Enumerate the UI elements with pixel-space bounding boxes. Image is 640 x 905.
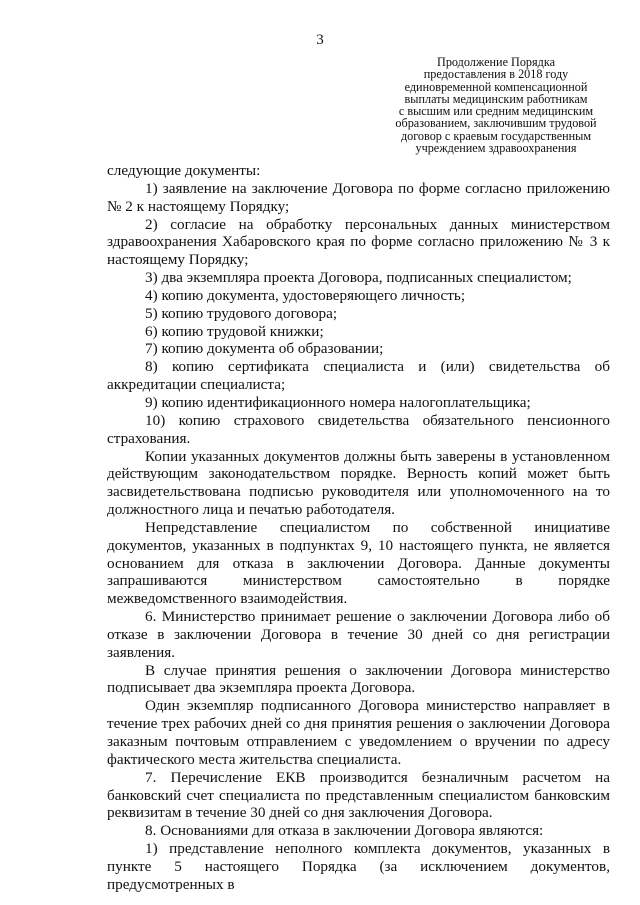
clause-8-paragraph: 8. Основаниями для отказа в заключении Договора являются: [145, 822, 544, 840]
list-item-certificate: 8) копию сертификата специалиста и (или) свидетельства об аккредитации специалиста; [107, 358, 610, 394]
list-item-consent: 2) согласие на обработку персональных данных министерством здравоохранения Хабаровского края по форме согласно приложению № 3 к настоящему Порядку; [107, 215, 610, 269]
list-item-identity-document: 4) копию документа, удостоверяющего личность; [145, 286, 466, 304]
list-item-pension-insurance: 10) копию страхового свидетельства обязательного пенсионного страхования. [107, 411, 610, 447]
header-note-line: Продолжение Порядка [437, 55, 555, 69]
header-note-line: выплаты медицинским работникам [404, 91, 588, 106]
list-item-work-book: 6) копию трудовой книжки; [145, 322, 324, 340]
clause-7-paragraph: 7. Перечисление ЕКВ производится безналичным расчетом на банковский счет специалиста по представленным специалистом банковским реквизитам в течение 30 дней со дня заключения Договора. [107, 768, 610, 822]
body-paragraph: В случае принятия решения о заключении Договора министерство подписывает два экземпляра проекта Договора. [107, 661, 610, 697]
document-header-note [385, 56, 607, 154]
list-item-application: 1) заявление на заключение Договора по форме согласно приложению № 2 к настоящему Порядку; [107, 179, 610, 215]
body-paragraph: Непредставление специалистом по собственной инициативе документов, указанных в подпунктах 9, 10 настоящего пункта, не является основанием для отказа в заключении Договора. Данные документы запрашиваются министерством самостоятельно в порядке межведомственного взаимодействия. [107, 518, 610, 608]
header-note-line: предоставления в 2018 году [423, 67, 569, 82]
header-note-line: единовременной компенсационной [404, 79, 588, 94]
document-body [107, 162, 610, 894]
list-item-employment-contract: 5) копию трудового договора; [145, 304, 338, 322]
body-paragraph: Копии указанных документов должны быть заверены в установленном действующим законодательством порядке. Верность копий может быть засвидетельствована подписью руководителя или уполномоченного на то должностного лица и печатью работодателя. [107, 447, 610, 519]
list-item-education-document: 7) копию документа об образовании; [145, 340, 384, 358]
list-item-incomplete-documents: 1) представление неполного комплекта документов, указанных в пункте 5 настоящего Порядка (за исключением документов, предусмотренных в [107, 840, 610, 893]
list-item-tax-number: 9) копию идентификационного номера налогоплательщика; [145, 393, 531, 411]
header-note-line: договор с краевым государственным [400, 128, 592, 143]
clause-6-paragraph: 6. Министерство принимает решение о заключении Договора либо об отказе в заключении Договора в течение 30 дней со дня регистрации заявления. [107, 608, 610, 661]
header-note-line: образованием, заключившим трудовой [395, 116, 597, 131]
body-paragraph: Один экземпляр подписанного Договора министерство направляет в течение трех рабочих дней со дня принятия решения о заключении Договора заказным почтовым отправлением с уведомлением о вручении по адресу фактического места жительства специалиста. [107, 697, 610, 768]
list-item-contract-drafts: 3) два экземпляра проекта Договора, подписанных специалистом; [145, 269, 572, 287]
header-note-line: учреждением здравоохранения [415, 141, 577, 156]
body-paragraph: следующие документы: [107, 162, 261, 179]
header-note-line: с высшим или средним медицинским [398, 104, 594, 119]
page-number: 3 [316, 32, 324, 48]
